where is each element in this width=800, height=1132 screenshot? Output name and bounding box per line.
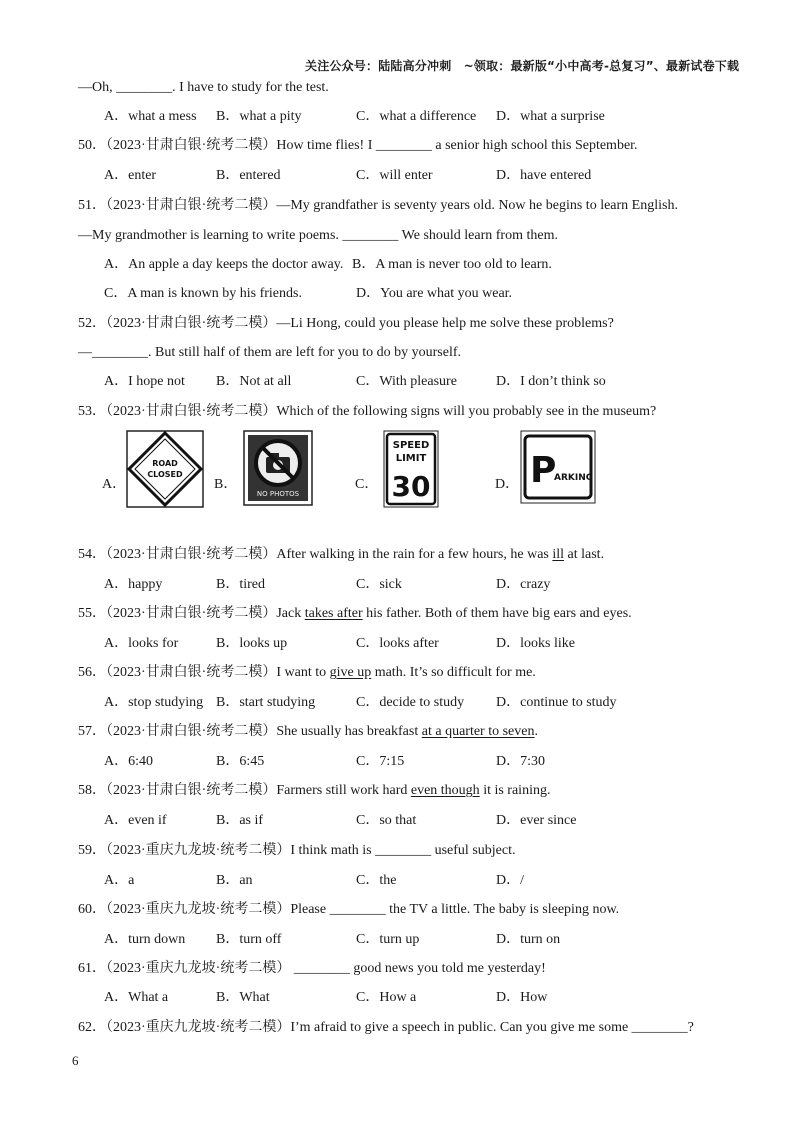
sign-text: ROAD	[152, 459, 178, 468]
question-51	[78, 197, 678, 215]
sign-text: CLOSED	[147, 470, 183, 479]
option-c: C．will enter	[356, 168, 433, 183]
question-number: 59．	[78, 843, 106, 858]
question-source: （2023·甘肃白银·统考二模）	[106, 783, 277, 798]
sign-text: 30	[391, 470, 431, 503]
question-text: ________ good news you told me yesterday!	[290, 961, 546, 976]
question-text: Please ________ the TV a little. The baby is sleeping now.	[290, 902, 620, 917]
option-a: A．6:40	[104, 754, 153, 769]
question-53	[78, 403, 656, 421]
page-number: 6	[72, 1053, 79, 1068]
option-d: D．crazy	[496, 577, 551, 592]
question-number: 62．	[78, 1020, 106, 1035]
no-photos-sign	[243, 430, 313, 511]
question-text: I want to	[276, 665, 330, 680]
underlined-phrase: takes after	[304, 606, 363, 621]
option-b-label: B．	[214, 477, 238, 492]
question-number: 55．	[78, 606, 106, 621]
question-source: （2023·重庆九龙坡·统考二模）	[106, 902, 291, 917]
option-b: B．6:45	[216, 754, 265, 769]
question-58	[78, 782, 550, 800]
question-text: I’m afraid to give a speech in public. Can you give me some ________?	[290, 1020, 694, 1035]
option-b: B．looks up	[216, 636, 288, 651]
question-text: math. It’s so difficult for me.	[371, 665, 536, 680]
option-a: A．enter	[104, 168, 157, 183]
question-60	[78, 901, 619, 919]
option-c: C．7:15	[356, 754, 405, 769]
question-56	[78, 664, 536, 682]
sign-text: SPEED	[392, 440, 430, 451]
option-b: B．entered	[216, 168, 281, 183]
road-closed-sign	[126, 430, 204, 513]
option-c: C．sick	[356, 577, 402, 592]
option-d: D．I don’t think so	[496, 374, 606, 389]
parking-sign	[520, 430, 596, 509]
option-d: D．/	[496, 873, 524, 888]
option-a: A．I hope not	[104, 374, 185, 389]
option-d: D．How	[496, 990, 548, 1005]
underlined-phrase: give up	[329, 665, 372, 680]
option-b: B．Not at all	[216, 374, 292, 389]
question-source: （2023·重庆九龙坡·统考二模）	[106, 843, 291, 858]
question-57	[78, 723, 538, 741]
option-d-label: D．	[495, 477, 520, 492]
question-text: .	[534, 724, 538, 739]
page-header: 关注公众号：陆陆高分冲刺 ~领取：最新版“小中高考-总复习”、最新试卷下载	[305, 59, 740, 73]
question-number: 50．	[78, 138, 106, 153]
option-c-label: C．	[355, 477, 379, 492]
question-number: 54．	[78, 547, 106, 562]
option-c: C．A man is known by his friends.	[104, 286, 302, 301]
option-a-label: A．	[102, 477, 127, 492]
question-text: Jack	[276, 606, 305, 621]
option-c: C．the	[356, 873, 397, 888]
question-text-line2: —________. But still half of them are left for you to do by yourself.	[78, 345, 461, 360]
question-52	[78, 315, 614, 333]
question-text: it is raining.	[479, 783, 551, 798]
option-a: A．turn down	[104, 932, 186, 947]
question-text: I think math is ________ useful subject.	[290, 843, 516, 858]
option-a: A．even if	[104, 813, 167, 828]
option-d: D．turn on	[496, 932, 561, 947]
option-c: C．decide to study	[356, 695, 465, 710]
question-text: Farmers still work hard	[276, 783, 411, 798]
option-c: C．How a	[356, 990, 417, 1005]
option-b: B．tired	[216, 577, 265, 592]
sign-text: LIMIT	[395, 453, 427, 464]
question-55	[78, 605, 632, 623]
option-b: B．What	[216, 990, 270, 1005]
option-b: B．start studying	[216, 695, 316, 710]
option-a: A．What a	[104, 990, 169, 1005]
question-number: 51．	[78, 198, 106, 213]
sign-text: ARKING	[554, 473, 594, 483]
question-number: 56．	[78, 665, 106, 680]
underlined-phrase: even though	[410, 783, 480, 798]
option-b: B．A man is never too old to learn.	[352, 257, 552, 272]
option-a: A．a	[104, 873, 135, 888]
question-text: After walking in the rain for a few hours, he was	[276, 547, 553, 562]
question-source: （2023·甘肃白银·统考二模）	[106, 724, 277, 739]
speed-limit-sign	[383, 430, 439, 513]
sign-options	[100, 428, 660, 518]
option-c: C．turn up	[356, 932, 420, 947]
question-text: —My grandfather is seventy years old. Now he begins to learn English.	[276, 198, 678, 213]
option-b: B．turn off	[216, 932, 282, 947]
question-number: 60．	[78, 902, 106, 917]
question-text: —Li Hong, could you please help me solve these problems?	[276, 316, 614, 331]
question-source: （2023·甘肃白银·统考二模）	[106, 606, 277, 621]
question-61	[78, 960, 546, 978]
option-d: D．You are what you wear.	[356, 286, 513, 301]
option-a: A．happy	[104, 577, 163, 592]
question-source: （2023·甘肃白银·统考二模）	[106, 665, 277, 680]
option-b: B．what a pity	[216, 109, 302, 124]
question-text: at last.	[564, 547, 605, 562]
sign-text: NO PHOTOS	[256, 490, 300, 498]
question-source: （2023·甘肃白银·统考二模）	[106, 138, 277, 153]
question-number: 52．	[78, 316, 106, 331]
option-d: D．ever since	[496, 813, 577, 828]
question-50	[78, 137, 638, 155]
question-number: 61．	[78, 961, 106, 976]
question-number: 58．	[78, 783, 106, 798]
question-text-line2: —My grandmother is learning to write poems. ________ We should learn from them.	[78, 228, 558, 243]
sign-text: P	[530, 450, 557, 491]
question-54	[78, 546, 604, 564]
question-source: （2023·甘肃白银·统考二模）	[106, 316, 277, 331]
option-b: B．as if	[216, 813, 264, 828]
question-source: （2023·甘肃白银·统考二模）	[106, 547, 277, 562]
option-c: C．looks after	[356, 636, 439, 651]
option-d: D．what a surprise	[496, 109, 605, 124]
question-stem: —Oh, ________. I have to study for the test.	[78, 80, 329, 95]
option-c: C．what a difference	[356, 109, 477, 124]
option-d: D．looks like	[496, 636, 575, 651]
question-text: She usually has breakfast	[276, 724, 422, 739]
option-a: A．looks for	[104, 636, 179, 651]
question-59	[78, 842, 515, 860]
option-a: A．what a mess	[104, 109, 197, 124]
option-c: C．so that	[356, 813, 417, 828]
question-source: （2023·甘肃白银·统考二模）	[106, 404, 277, 419]
option-d: D．7:30	[496, 754, 545, 769]
option-d: D．have entered	[496, 168, 592, 183]
question-source: （2023·重庆九龙坡·统考二模）	[106, 961, 291, 976]
option-b: B．an	[216, 873, 253, 888]
question-source: （2023·甘肃白银·统考二模）	[106, 198, 277, 213]
question-text: Which of the following signs will you probably see in the museum?	[276, 404, 657, 419]
question-number: 53．	[78, 404, 106, 419]
option-a: A．An apple a day keeps the doctor away.	[104, 257, 344, 272]
question-text: his father. Both of them have big ears and eyes.	[362, 606, 632, 621]
question-number: 57．	[78, 724, 106, 739]
question-source: （2023·重庆九龙坡·统考二模）	[106, 1020, 291, 1035]
option-d: D．continue to study	[496, 695, 617, 710]
underlined-phrase: at a quarter to seven	[421, 724, 535, 739]
option-c: C．With pleasure	[356, 374, 457, 389]
question-text: How time flies! I ________ a senior high school this September.	[276, 138, 638, 153]
underlined-phrase: ill	[552, 547, 565, 562]
option-a: A．stop studying	[104, 695, 204, 710]
question-62	[78, 1019, 694, 1037]
